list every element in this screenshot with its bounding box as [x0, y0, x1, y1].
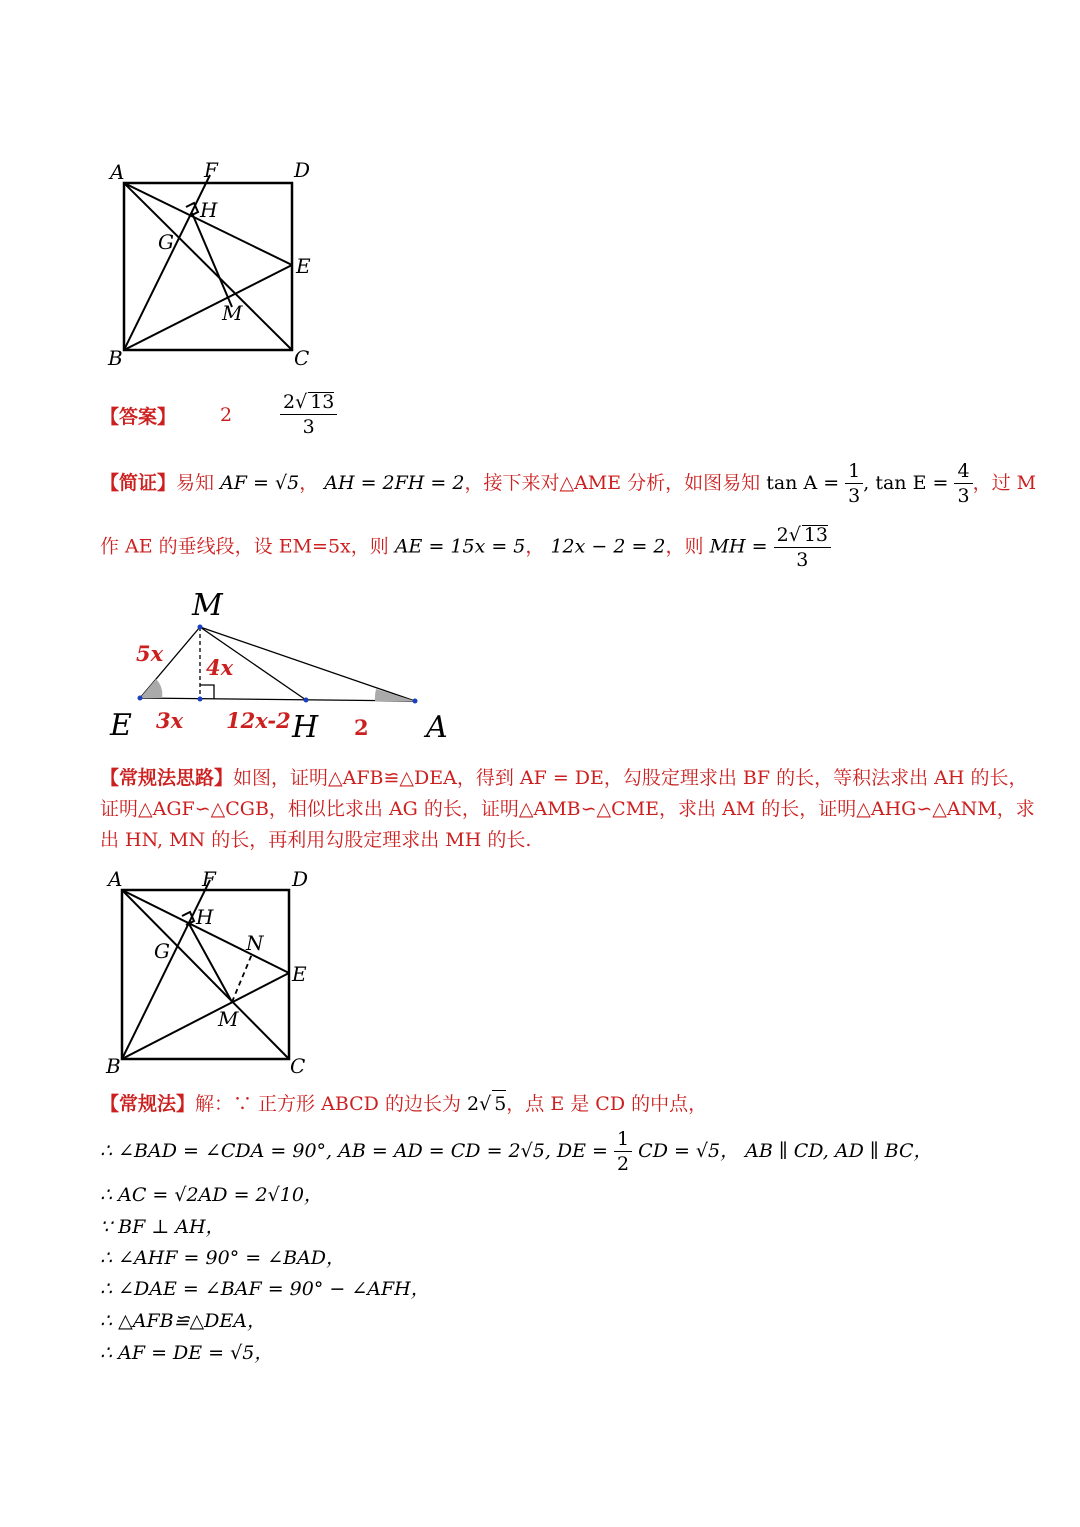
label-a: A	[426, 710, 448, 745]
figure-triangle-ame	[100, 585, 480, 745]
label-a: A	[110, 160, 125, 184]
line-bf	[124, 175, 210, 350]
label-h: H	[292, 710, 319, 745]
label-g: G	[158, 230, 174, 254]
line-ea	[140, 698, 415, 701]
side-4x: 4x	[206, 655, 234, 680]
solution-step-7: ∴ AF = DE = √5，	[100, 1342, 274, 1364]
side-2: 2	[354, 715, 369, 740]
brief-line-1: 【简证】易知 AF = √5， AH = 2FH = 2，接下来对△AME 分析，如图易知 tan A = $\frac{1}{3}$ , tan E = $\frac{4}{3}$ ，过 M	[100, 460, 1037, 507]
solution-step-2: ∴ AC = √2AD = 2√10，	[100, 1184, 323, 1206]
solution-intro: 【常规法】解：∵ 正方形 ABCD 的边长为 2√ 5，点 E 是 CD 的中点，	[100, 1090, 707, 1117]
solution-step-5: ∴ ∠DAE = ∠BAF = 90° − ∠AFH，	[100, 1278, 430, 1300]
label-f: F	[204, 158, 218, 182]
angle-a-mark	[375, 689, 415, 701]
routine-idea-line-2: 证明△AGF∽△CGB，相似比求出 AG 的长，证明△AMB∽△CME，求出 AM 的长，证明△AHG∽△ANM，求	[100, 798, 1035, 820]
solution-step-6: ∴ △AFB≌△DEA，	[100, 1310, 266, 1332]
label-m: M	[218, 1007, 239, 1031]
label-b: B	[106, 1054, 121, 1077]
line-hm	[192, 213, 232, 307]
figure-square-2	[100, 862, 330, 1077]
label-e: E	[296, 254, 311, 278]
label-d: D	[294, 158, 311, 182]
solution-step-1: ∴ ∠BAD = ∠CDA = 90°, AB = AD = CD = 2√5, DE = $\frac{1}{2}$ CD = √5， AB ∥ CD, AD ∥ BC，	[100, 1128, 933, 1175]
routine-idea-line-1: 【常规法思路】如图，证明△AFB≌△DEA，得到 AF = DE，勾股定理求出 BF 的长，等积法求出 AH 的长，	[100, 767, 1028, 789]
right-angle-mark	[200, 685, 214, 699]
label-f: F	[202, 867, 216, 891]
label-d: D	[292, 867, 309, 891]
label-b: B	[108, 346, 123, 370]
side-3x: 3x	[156, 708, 184, 733]
solution-step-4: ∴ ∠AHF = 90° = ∠BAD，	[100, 1247, 346, 1269]
label-a: A	[108, 867, 123, 891]
label-h: H	[200, 198, 218, 222]
line-mn-dashed	[232, 954, 252, 1002]
line-be	[122, 973, 289, 1059]
brief-line-2: 作 AE 的垂线段，设 EM=5x，则 AE = 15x = 5， 12x − 2 = 2，则 MH = $\frac{2√ 13}{3}$	[100, 525, 831, 570]
label-m: M	[192, 588, 223, 623]
angle-e-mark	[140, 679, 162, 698]
label-m: M	[222, 301, 243, 325]
answer-tag: 【答案】	[100, 406, 177, 428]
label-h: H	[196, 905, 214, 929]
side-5x: 5x	[136, 641, 164, 666]
line-be	[124, 265, 292, 350]
label-e: E	[110, 708, 132, 743]
label-c: C	[290, 1054, 306, 1077]
label-n: N	[246, 931, 264, 955]
answer-value-1: 2	[220, 404, 233, 426]
answer-value-2: $\frac{2√ 13}{3}$	[280, 392, 337, 437]
label-c: C	[294, 346, 310, 370]
side-12x-2: 12x-2	[226, 708, 291, 733]
solution-step-3: ∵ BF ⊥ AH，	[100, 1216, 225, 1238]
routine-idea-line-3: 出 HN, MN 的长，再利用勾股定理求出 MH 的长.	[100, 829, 532, 851]
label-g: G	[154, 939, 170, 963]
figure-square-1	[100, 155, 330, 370]
line-ae	[122, 890, 289, 973]
label-e: E	[292, 962, 307, 986]
